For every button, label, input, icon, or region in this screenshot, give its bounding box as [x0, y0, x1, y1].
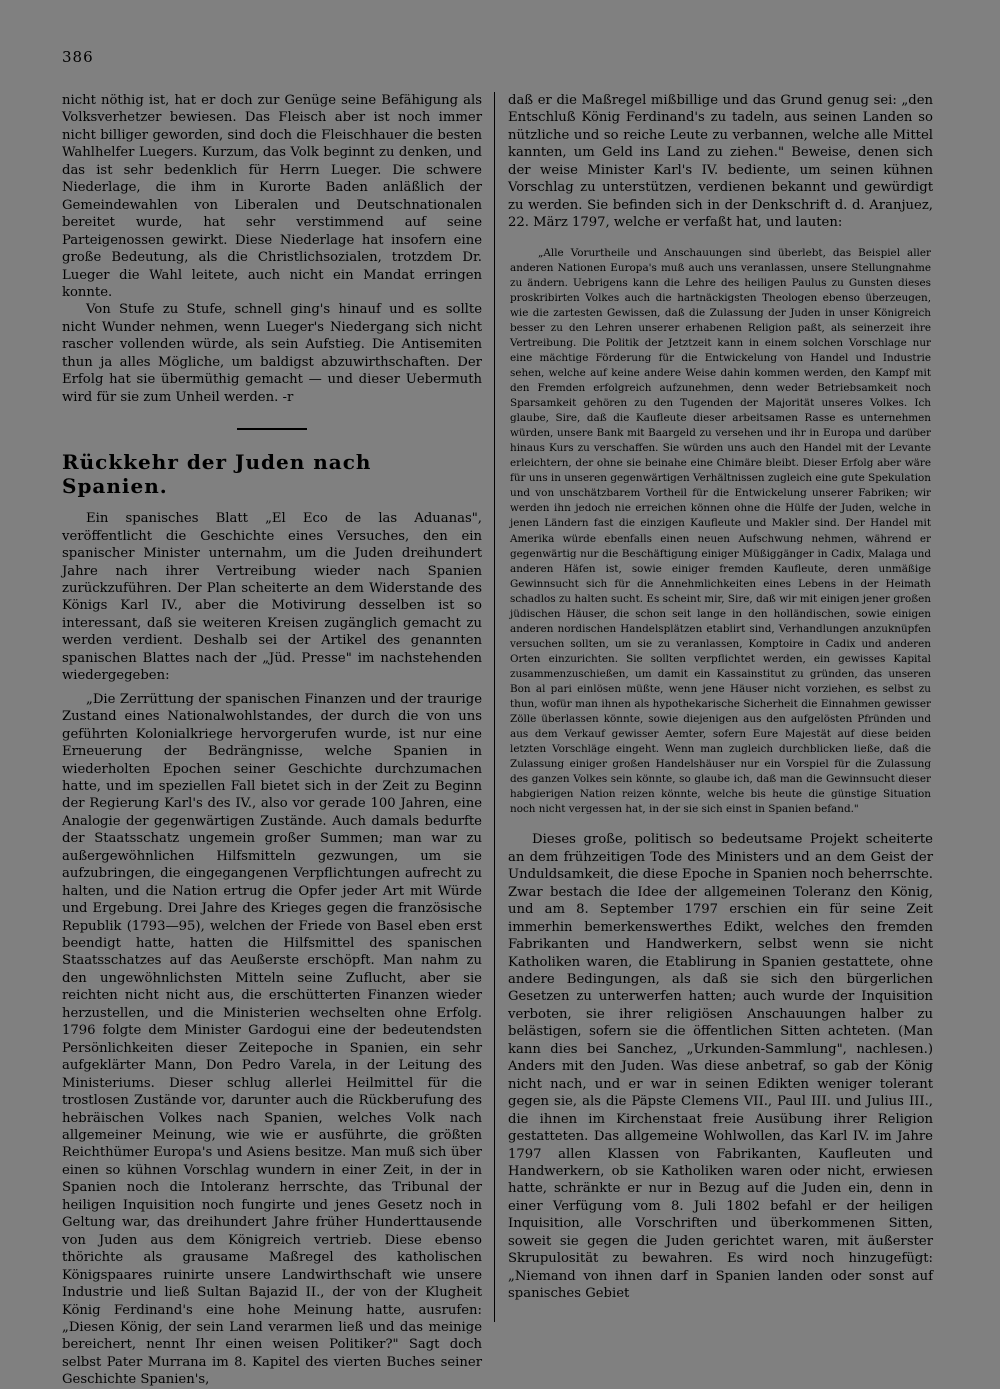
paragraph: Dieses große, politisch so bedeutsame Projekt scheiterte an dem frühzeitigen Tode des Ministers und an dem Geist der Unduldsamkeit, die diese Epoche in Spanien noch beherrschte. Zwar bestach die Idee der allgemeinen Toleranz den König, und am 8. September 1797 erschien ein für seine Zeit immerhin bemerkenswerthes Edikt, welches den fremden Fabrikanten und Handwerkern, selbst wenn sie nicht Katholiken waren, die Etablirung in Spanien gestattete, ohne andere Bedingungen, als daß sie sich den bürgerlichen Gesetzen zu unterwerfen hatten; auch wurde der Inquisition verboten, sie ihrer religiösen Anschauungen halber zu belästigen, sofern sie die öffentlichen Sitten achteten. (Man kann dies bei Sanchez, „Urkunden-Sammlung", nachlesen.) Anders mit den Juden. Was diese anbetraf, so gab der König nicht nach, und er war in seinen Edikten weniger tolerant gegen sie, als die Päpste Clemens VII., Paul III. und Julius III., die ihnen im Kirchenstaat freie Ausübung ihrer Religion gestatteten. Das allgemeine Wohlwollen, das Karl IV. im Jahre 1797 allen Klassen von Fabrikanten, Kaufleuten und Handwerkern, ob sie Katholiken waren oder nicht, erwiesen hatte, schränkte er nur in Bezug auf die Juden ein, denn in einer Verfügung vom 8. Juli 1802 befahl er der heiligen Inquisition, alle Vorschriften und überkommenen Sitten, soweit sie gegen die Juden gerichtet waren, mit äußerster Skrupulosität zu bewahren. Es wird noch hinzugefügt: „Niemand von ihnen darf in Spanien landen oder sonst auf spanisches Gebiet [508, 832, 933, 1302]
paragraph: Von Stufe zu Stufe, schnell ging's hinauf und es sollte nicht Wunder nehmen, wenn Lueger's Niedergang sich nicht rascher vollenden würde, als sein Aufstieg. Die Antisemiten thun ja alles Mögliche, um baldigst abzuwirthschaften. Der Erfolg hat sie übermüthig gemacht — und dieser Uebermuth wird für sie zum Unheil werden. -r [62, 302, 482, 405]
page-number: 386 [62, 48, 94, 66]
column-divider [494, 92, 495, 1322]
paragraph: nicht nöthig ist, hat er doch zur Genüge seine Befähigung als Volksverhetzer bewiesen. Das Fleisch aber ist noch immer nicht billiger geworden, sind doch die Fleischhauer die besten Wahlhelfer Luegers. Kurzum, das Volk beginnt zu denken, und das ist sehr bedenklich für Herrn Lueger. Die schwere Niederlage, die ihm in Kurorte Baden anläßlich der Gemeindewahlen von Liberalen und Deutschnationalen bereitet wurde, hat sehr verstimmend auf seine Parteigenossen gewirkt. Diese Niederlage hat insofern eine große Bedeutung, als die Christlichsozialen, trotzdem Dr. Lueger die Wahl leitete, auch nicht ein Mandat erringen konnte. [62, 93, 482, 300]
paragraph: daß er die Maßregel mißbillige und das Grund genug sei: „den Entschluß König Ferdinand's zu tadeln, aus seinen Landen so nützliche und so reiche Leute zu verbannen, welche alle Mittel kannten, um Geld ins Land zu ziehen." Beweise, denen sich der weise Minister Karl's IV. bediente, um seinen kühnen Vorschlag zu unterstützen, verdienen bekannt und gewürdigt zu werden. Sie befinden sich in der Denkschrift d. d. Aranjuez, 22. März 1797, welche er verfaßt hat, und lauten: [508, 93, 933, 231]
article-heading: Rückkehr der Juden nach Spanien. [62, 450, 372, 499]
section-separator [237, 428, 307, 430]
quoted-memorandum: „Alle Vorurtheile und Anschauungen sind überlebt, das Beispiel aller anderen Nationen Europa's muß auch uns veranlassen, unsere Stellungnahme zu ändern. Uebrigens kann die Lehre des heiligen Paulus zu Gunsten dieses proskribirten Volkes auch die hartnäckigsten Theologen ebenso überzeugen, wie die zartesten Gewissen, daß die Zulassung der Juden in unser Königreich besser zu den Lehren unserer erhabenen Religion paßt, als seinerzeit ihre Vertreibung. Die Politik der Jetztzeit kann in einem solchen Vorschlage nur eine mächtige Förderung für die Entwickelung von Handel und Industrie sehen, welche auf keine andere Weise dahin kommen werden, den Kampf mit den Fremden erfolgreich aufzunehmen, denn weder Betriebsamkeit noch Sparsamkeit gehören zu den Tugenden der Majorität unseres Volkes. Ich glaube, Sire, daß die Kaufleute dieser arbeitsamen Rasse es unternehmen würden, unsere Bank mit Baargeld zu versehen und ihr in Europa und darüber hinaus Kurs zu verschaffen. Sie würden uns auch den Handel mit der Levante erleichtern, der ohne sie beinahe eine Chimäre bleibt. Dieser Erfolg aber wäre für uns in unseren gegenwärtigen Verhältnissen zugleich eine gute Spekulation und von unschätzbarem Vortheil für die Entwickelung unserer Fabriken; wir werden ihn jedoch nie erreichen können ohne die Hülfe der Juden, welche in jenen Ländern fast die einzigen Kaufleute und Makler sind. Der Handel mit Amerika würde ebenfalls einen neuen Aufschwung nehmen, während er gegenwärtig nur die Beschäftigung einiger Müßiggänger in Cadix, Malaga und anderen Häfen ist, sowie einiger fremden Kaufleute, deren unmäßige Gewinnsucht sich für die Annehmlichkeiten eines Lebens in der Heimath schadlos zu halten sucht. Es scheint mir, Sire, daß wir mit einigen jener großen jüdischen Häuser, die schon seit lange in den holländischen, sowie einigen anderen nordischen Handelsplätzen etablirt sind, Verhandlungen anzuknüpfen versuchen sollten, um sie zu veranlassen, Komptoire in Cadix und anderen Orten einzurichten. Sie sollten verpflichtet werden, ein gewisses Kapital zusammenzuschießen, um damit ein Kassainstitut zu gründen, das unseren Bon al pari einlösen müßte, wenn jene Häuser nicht vorziehen, es selbst zu thun, wofür man ihnen als hypothekarische Sicherheit die Einnahmen gewisser Zölle überlassen könnte, sowie diejenigen aus den aufgelösten Pfründen und aus dem Verkauf gewisser Aemter, sofern Eure Majestät auf diese beiden letzten Vorschläge eingeht. Wenn man zugleich durchblicken ließe, daß die Zulassung einiger großen Handelshäuser nur ein Vorspiel für die Zulassung des ganzen Volkes sein könnte, so glaube ich, daß man die Gewinnsucht dieser habgierigen Nation reizen könnte, welche bis heute die günstige Situation noch nicht vergessen hat, in der sie sich einst in Spanien befand." [510, 246, 931, 816]
right-column [508, 92, 933, 1303]
paragraph: Ein spanisches Blatt „El Eco de las Aduanas", veröffentlicht die Geschichte eines Versuches, den ein spanischer Minister unternahm, um die Juden dreihundert Jahre nach ihrer Vertreibung wieder nach Spanien zurückzuführen. Der Plan scheiterte an dem Widerstande des Königs Karl IV., aber die Motivirung desselben ist so interessant, daß sie weiteren Kreisen zugänglich gemacht zu werden verdient. Deshalb sei der Artikel des genannten spanischen Blattes nach der „Jüd. Presse" im nachstehenden wiedergegeben: [62, 511, 482, 684]
paragraph: „Die Zerrüttung der spanischen Finanzen und der traurige Zustand eines Nationalwohlstandes, der durch die von uns geführten Kolonialkriege hervorgerufen wurde, ist nur eine Erneuerung der Bedrängnisse, welche Spanien in wiederholten Epochen seiner Geschichte durchzumachen hatte, und im speziellen Fall bietet sich in der Zeit zu Beginn der Regierung Karl's des IV., also vor gerade 100 Jahren, eine Analogie der gegenwärtigen Zustände. Auch damals bedurfte der Staatsschatz ungemein großer Summen; man war zu außergewöhnlichen Hilfsmitteln gezwungen, um sie aufzubringen, die eingegangenen Verpflichtungen aufrecht zu halten, und die Nation ertrug die Opfer jeder Art mit Würde und Ergebung. Drei Jahre des Krieges gegen die französische Republik (1793—95), welchen der Friede von Basel eben erst beendigt hatte, hatten die Hilfsmittel des spanischen Staatsschatzes auf das Aeußerste erschöpft. Man nahm zu den ungewöhnlichsten Mitteln seine Zuflucht, aber sie reichten nicht nicht aus, die erschütterten Finanzen wieder herzustellen, und die Ministerien wechselten ohne Erfolg. 1796 folgte dem Minister Gardogui eine der bedeutendsten Persönlichkeiten dieser Zeitepoche in Spanien, ein sehr aufgeklärter Mann, Don Pedro Varela, in der Leitung des Ministeriums. Dieser schlug allerlei Heilmittel für die trostlosen Zustände vor, darunter auch die Rückberufung des hebräischen Volkes nach Spanien, welches Volk nach allgemeiner Meinung, wie wie er ausführte, die größten Reichthümer Europa's und Asiens besitze. Man muß sich über einen so kühnen Vorschlag wundern in einer Zeit, in der in Spanien noch die Intoleranz herrschte, das Tribunal der heiligen Inquisition noch fungirte und jenes Gesetz noch in Geltung war, das dreihundert Jahre früher Hunderttausende von Juden aus dem Königreich vertrieb. Diese ebenso thörichte als grausame Maßregel des katholischen Königspaares ruinirte unsere Landwirthschaft wie unsere Industrie und ließ Sultan Bajazid II., der von der Klugheit König Ferdinand's eine hohe Meinung hatte, ausrufen: „Diesen König, der sein Land verarmen ließ und das meinige bereichert, nennt Ihr einen weisen Politiker?" Sagt doch selbst Pater Murrana im 8. Kapitel des vierten Buches seiner Geschichte Spanien's, [62, 691, 482, 1388]
left-column [62, 92, 482, 1389]
